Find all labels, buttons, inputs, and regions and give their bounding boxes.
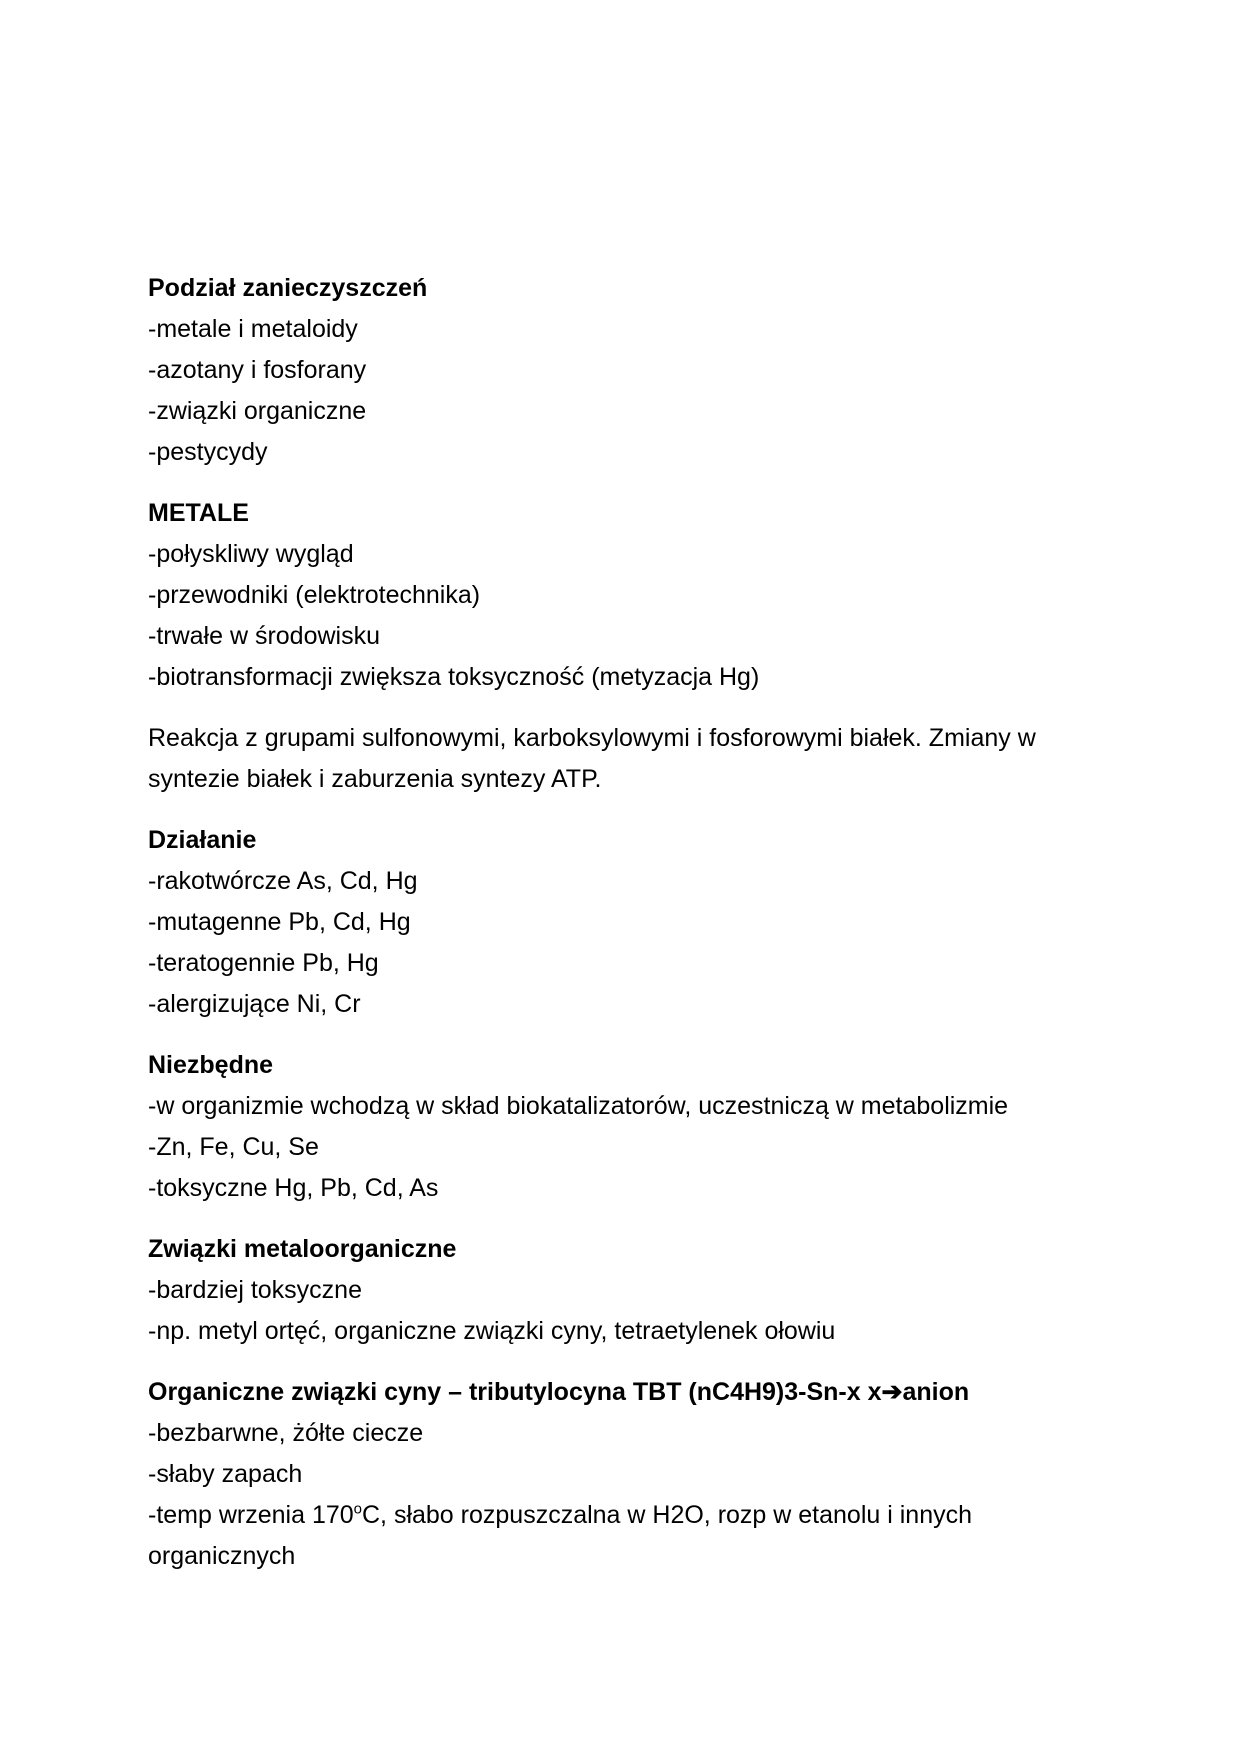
section-heading: Związki metaloorganiczne xyxy=(148,1235,457,1263)
list-item: -mutagenne Pb, Cd, Hg xyxy=(148,908,411,936)
list-item: -azotany i fosforany xyxy=(148,356,367,384)
heading-tail: anion xyxy=(902,1378,970,1406)
list-item: -trwałe w środowisku xyxy=(148,622,381,650)
list-item: -słaby zapach xyxy=(148,1460,303,1488)
section-pollutant-classification xyxy=(148,268,1098,473)
section-essential xyxy=(148,1045,1098,1209)
list-item: -bardziej toksyczne xyxy=(148,1276,362,1304)
document-page xyxy=(148,268,1098,1597)
list-item: -alergizujące Ni, Cr xyxy=(148,990,361,1018)
arrow-icon: ➔ xyxy=(881,1378,903,1406)
list-item: -Zn, Fe, Cu, Se xyxy=(148,1133,319,1161)
section-heading: Podział zanieczyszczeń xyxy=(148,274,428,302)
list-item: -w organizmie wchodzą w skład biokatalizatorów, uczestniczą w metabolizmie xyxy=(148,1092,1009,1120)
list-item: -pestycydy xyxy=(148,438,268,466)
temp-suffix: C, słabo rozpuszczalna w H2O, rozp w etanolu i innych organicznych xyxy=(148,1501,973,1570)
list-item-boiling-point xyxy=(148,1495,1098,1577)
reaction-paragraph: Reakcja z grupami sulfonowymi, karboksylowymi i fosforowymi białek. Zmiany w syntezie białek i zaburzenia syntezy ATP. xyxy=(148,724,1036,793)
section-heading xyxy=(148,1372,1098,1413)
degree-superscript: o xyxy=(353,1500,362,1518)
list-item: -bezbarwne, żółte ciecze xyxy=(148,1419,424,1447)
list-item: -teratogennie Pb, Hg xyxy=(148,949,379,977)
list-item: -połyskliwy wygląd xyxy=(148,540,354,568)
list-item: -toksyczne Hg, Pb, Cd, As xyxy=(148,1174,439,1202)
section-effects xyxy=(148,820,1098,1025)
section-heading: Działanie xyxy=(148,826,257,854)
list-item: -biotransformacji zwiększa toksyczność (metyzacja Hg) xyxy=(148,663,760,691)
section-metals xyxy=(148,493,1098,698)
heading-text: Organiczne związki cyny – tributylocyna TBT (nC4H9)3-Sn-x x xyxy=(148,1378,882,1406)
section-heading: METALE xyxy=(148,499,249,527)
list-item: -rakotwórcze As, Cd, Hg xyxy=(148,867,418,895)
temp-prefix: -temp wrzenia 170 xyxy=(148,1501,354,1529)
list-item: -związki organiczne xyxy=(148,397,367,425)
section-heading: Niezbędne xyxy=(148,1051,274,1079)
list-item: -przewodniki (elektrotechnika) xyxy=(148,581,481,609)
section-organotin xyxy=(148,1372,1098,1577)
section-organometallic xyxy=(148,1229,1098,1352)
list-item: -np. metyl ortęć, organiczne związki cyny, tetraetylenek ołowiu xyxy=(148,1317,836,1345)
list-item: -metale i metaloidy xyxy=(148,315,358,343)
